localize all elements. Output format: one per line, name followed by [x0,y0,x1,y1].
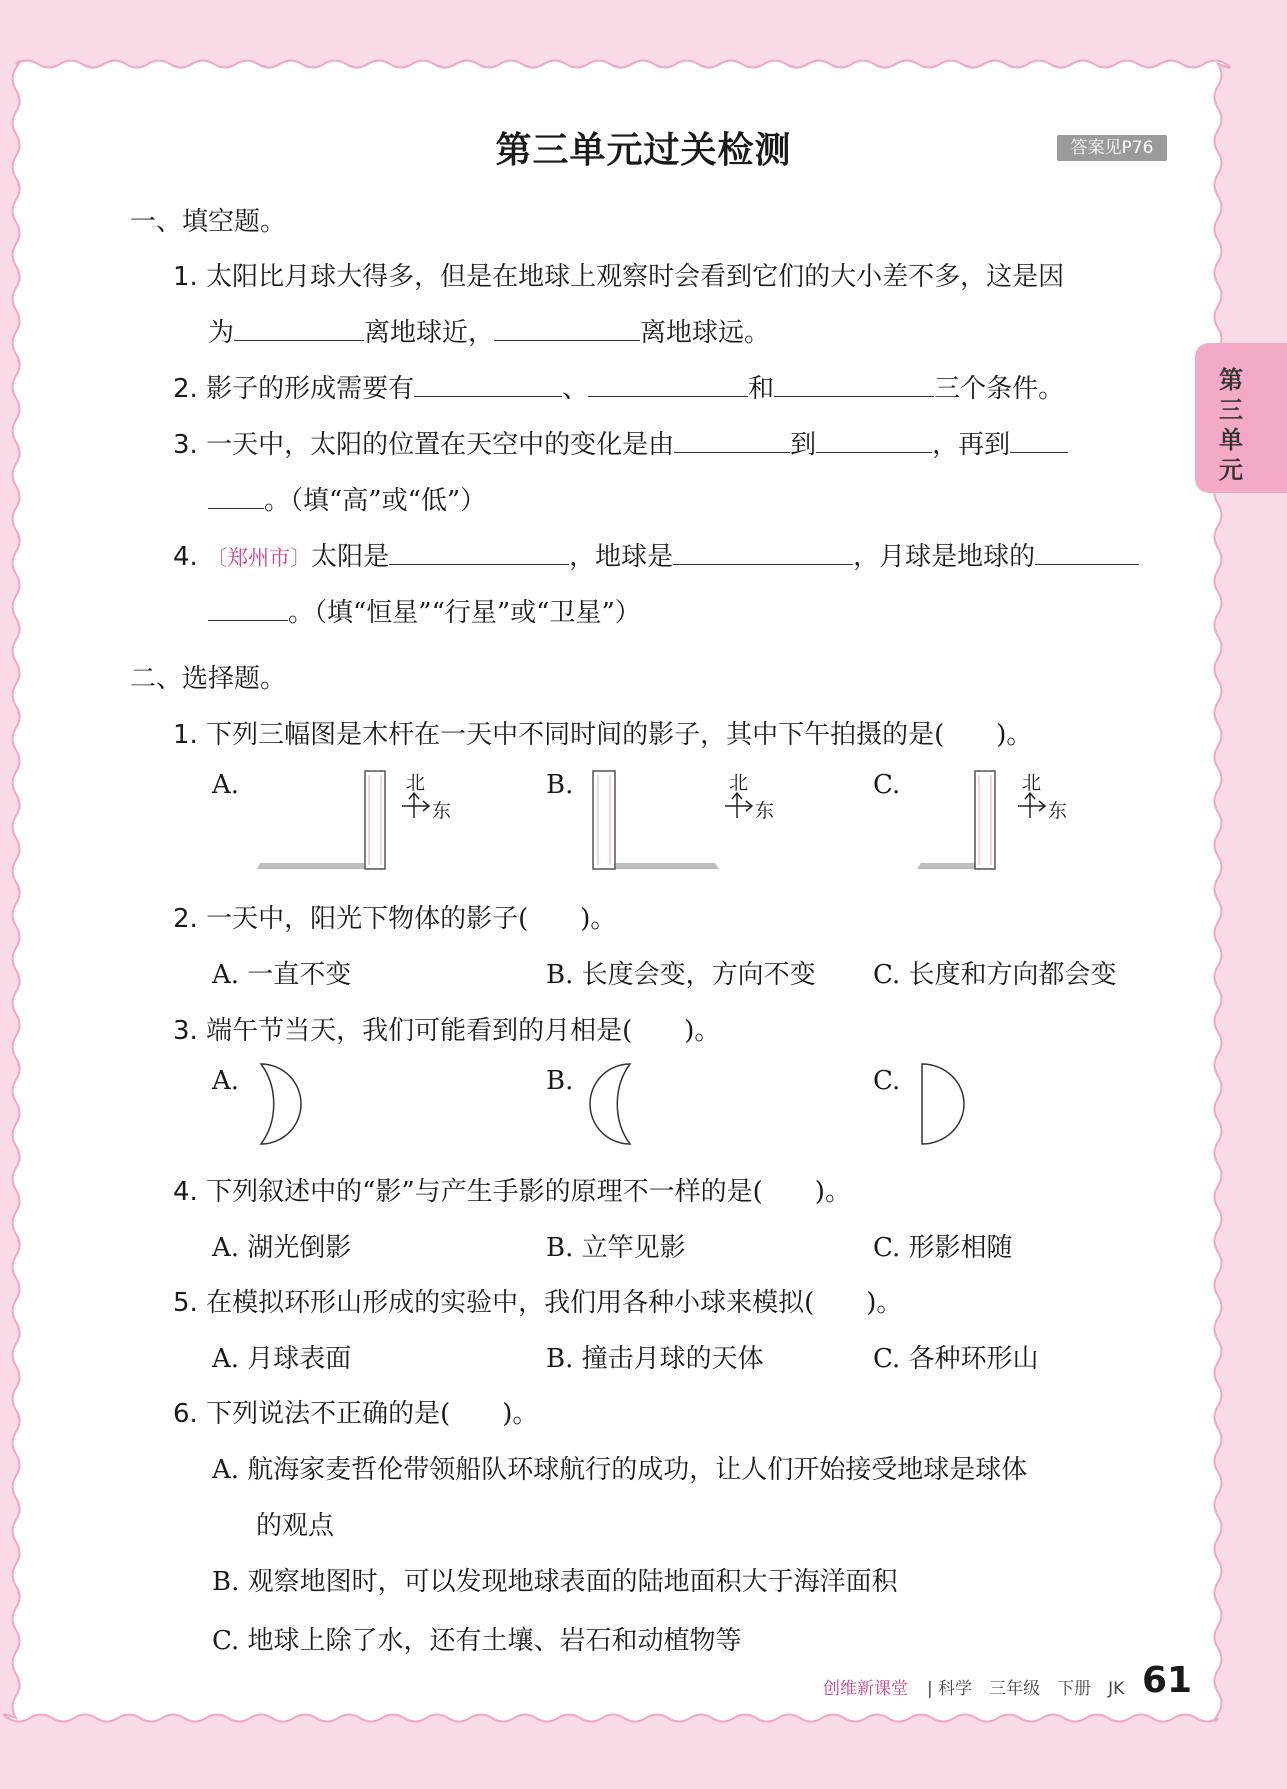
page-title: 第三单元过关检测 [495,130,792,171]
s1-q1-line2 [208,312,770,349]
footer-brand: 创维新课堂 [823,1679,908,1699]
compass-east-label: 东 [755,800,775,822]
wooden-pole [593,771,615,869]
answer-blank[interactable] [774,372,934,397]
question-text: ，月球是地球的 [853,542,1036,572]
option-b[interactable]: B. 长度会变，方向不变 [546,960,816,990]
shadow-northwest [917,863,979,869]
option-b[interactable]: B. 观察地图时，可以发现地球表面的陆地面积大于海洋面积 [212,1567,898,1597]
compass-north-label: 北 [729,772,749,794]
option-a[interactable]: A. 航海家麦哲伦带领船队环球航行的成功，让人们开始接受地球是球体 [212,1455,1028,1485]
option-c[interactable]: C. 各种环形山 [873,1344,1039,1374]
answer-blank[interactable] [673,540,853,565]
question-text: 下列说法不正确的是( )。 [206,1399,539,1429]
question-number: 4. [173,1177,198,1207]
s2-q4 [173,1171,851,1208]
unit-side-tab-label: 第三单元 [1219,366,1243,484]
shadow-option-b-label[interactable]: B. [546,770,574,800]
option-a[interactable]: A. 湖光倒影 [212,1233,352,1263]
compass-east-label: 东 [432,800,452,822]
s2-q3 [173,1010,720,1047]
answer-reference-badge: 答案见P76 [1057,135,1167,161]
s1-q4-line2 [208,592,641,629]
answer-blank[interactable] [1035,540,1139,565]
s2-q2 [173,898,616,935]
question-number: 2. [173,374,198,404]
s1-q4-line1 [173,536,1139,573]
question-text: 影子的形成需要有 [206,374,415,404]
section1-heading: 一、填空题。 [130,207,287,237]
question-text: 太阳比月球大得多，但是在地球上观察时会看到它们的大小差不多，这是因 [206,262,1065,292]
question-number: 3. [173,430,198,460]
option-b[interactable]: B. 撞击月球的天体 [546,1344,764,1374]
wooden-pole [365,771,385,869]
question-text: 下列叙述中的“影”与产生手影的原理不一样的是( )。 [206,1177,851,1207]
option-a[interactable]: A. 月球表面 [212,1344,352,1374]
question-text: 。（填“高”或“低”） [264,486,487,516]
answer-blank[interactable] [1010,428,1068,453]
shadow-east [611,863,719,869]
question-text: 在模拟环形山形成的实验中，我们用各种小球来模拟( )。 [206,1288,903,1318]
option-c[interactable]: C. 形影相随 [873,1233,1013,1263]
answer-blank[interactable] [234,316,364,341]
region-tag: 〔郑州市〕 [206,546,312,570]
first-quarter-moon-icon [912,1062,972,1146]
option-b[interactable]: B. 立竿见影 [546,1233,686,1263]
separator: 和 [748,374,775,404]
question-text: ，再到 [932,430,1011,460]
answer-blank[interactable] [414,372,562,397]
question-text: 。（填“恒星”“行星”或“卫星”） [288,598,641,628]
answer-blank[interactable] [816,428,932,453]
answer-blank[interactable] [588,372,748,397]
page-number: 61 [1142,1660,1193,1701]
answer-blank[interactable] [389,540,569,565]
waning-crescent-moon-icon [586,1062,636,1146]
s1-q3-line2 [208,480,486,517]
question-number: 5. [173,1288,198,1318]
compass-north-label: 北 [1022,772,1042,794]
compass-east-label: 东 [1048,800,1068,822]
s1-q1-line1 [173,256,1064,293]
compass-north-label: 北 [406,772,426,794]
question-text: 端午节当天，我们可能看到的月相是( )。 [206,1016,721,1046]
question-text: 下列三幅图是木杆在一天中不同时间的影子，其中下午拍摄的是( )。 [206,720,1033,750]
moon-option-b-label[interactable]: B. [546,1066,574,1096]
section2-heading: 二、选择题。 [130,664,287,694]
pole-shadow-figure-c [915,765,1015,875]
question-text: 到 [790,430,817,460]
s1-q3-line1 [173,424,1068,461]
question-text: 三个条件。 [934,374,1065,404]
question-text: ，地球是 [569,542,674,572]
question-number: 3. [173,1016,198,1046]
question-number: 6. [173,1399,198,1429]
question-text: 离地球近， [364,318,495,348]
compass-arrows-icon [1018,790,1048,820]
answer-blank[interactable] [208,484,264,509]
s1-q2 [173,368,1064,405]
waxing-crescent-moon-icon [255,1062,305,1146]
moon-option-c-label[interactable]: C. [873,1066,901,1096]
unit-side-tab [1195,343,1287,493]
question-number: 2. [173,904,198,934]
option-a-continued: 的观点 [256,1511,335,1541]
question-number: 4. [173,542,198,572]
option-a[interactable]: A. 一直不变 [212,960,352,990]
s2-q6 [173,1393,538,1430]
compass-arrows-icon [725,790,755,820]
answer-blank[interactable] [674,428,790,453]
answer-blank[interactable] [208,596,288,621]
footer-book-info: | 科学 三年级 下册 JK [927,1679,1125,1699]
moon-option-a-label[interactable]: A. [212,1066,240,1096]
question-number: 1. [173,720,198,750]
shadow-option-c-label[interactable]: C. [873,770,901,800]
answer-blank[interactable] [494,316,640,341]
question-text: 一天中，太阳的位置在天空中的变化是由 [206,430,675,460]
question-text: 离地球远。 [640,318,771,348]
question-number: 1. [173,262,198,292]
separator: 、 [562,374,589,404]
question-text: 一天中，阳光下物体的影子( )。 [206,904,617,934]
question-text: 太阳是 [311,542,390,572]
shadow-west [257,863,369,869]
question-text: 为 [208,318,235,348]
compass-arrows-icon [402,790,432,820]
option-c[interactable]: C. 长度和方向都会变 [873,960,1117,990]
s2-q1 [173,714,1032,751]
shadow-option-a-label[interactable]: A. [212,770,240,800]
wooden-pole [975,771,995,869]
pole-shadow-figure-b [585,765,725,875]
s2-q5 [173,1282,902,1319]
option-c[interactable]: C. 地球上除了水，还有土壤、岩石和动植物等 [212,1626,742,1656]
